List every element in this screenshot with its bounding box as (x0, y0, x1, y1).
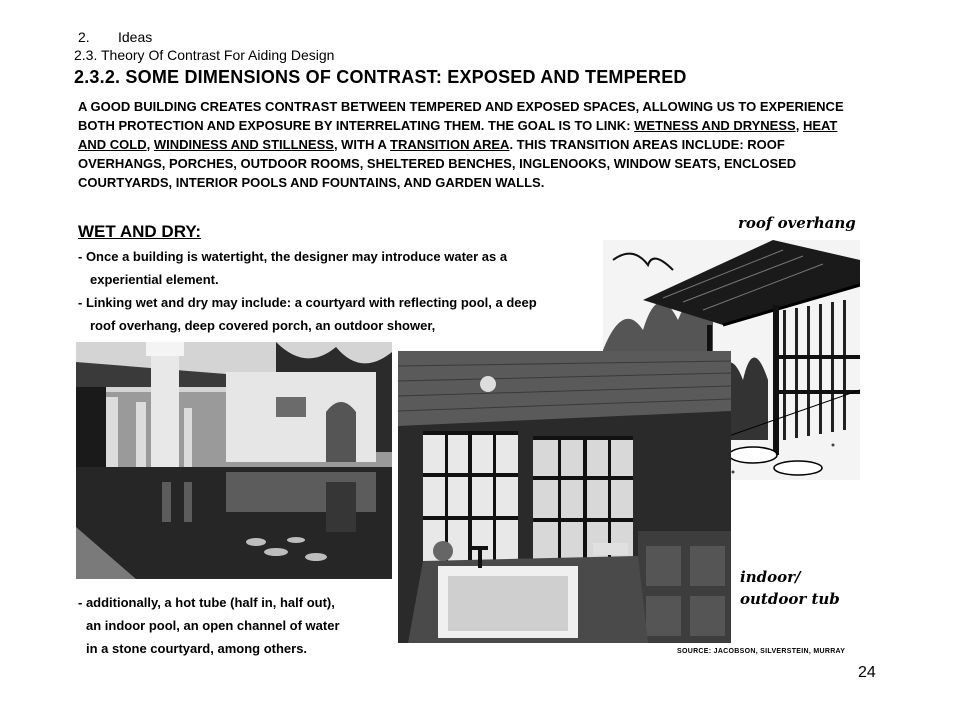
section-heading: WET AND DRY: (78, 222, 202, 241)
intro-link-windiness: WINDINESS AND STILLNESS (153, 137, 334, 152)
caption-indoor-outdoor-tub (740, 566, 840, 610)
breadcrumb-level1 (78, 29, 152, 45)
breadcrumb-level2: 2.3. Theory Of Contrast For Aiding Design (74, 47, 335, 63)
intro-sep-3: , WITH A (333, 137, 391, 152)
courtyard-pool-photo (76, 342, 392, 579)
bullet-line: experiential element. (90, 272, 219, 287)
indoor-tub-photo (398, 351, 731, 643)
bottom-bullet-line: - additionally, a hot tube (half in, half out), (78, 595, 335, 610)
breadcrumb-level1-text: Ideas (118, 29, 153, 45)
caption-roof-overhang: roof overhang (738, 214, 856, 232)
page-number: 24 (858, 664, 876, 681)
bottom-bullet-line: in a stone courtyard, among others. (86, 641, 308, 656)
bullet-line: - Linking wet and dry may include: a courtyard with reflecting pool, a deep (78, 295, 537, 310)
breadcrumb-level1-number: 2. (78, 29, 90, 45)
intro-sep-2: , (146, 137, 154, 152)
source-credit: SOURCE: JACOBSON, SILVERSTEIN, MURRAY (677, 648, 846, 655)
bullet-line: - Once a building is watertight, the designer may introduce water as a (78, 249, 508, 264)
intro-link-heat: HEAT AND COLD (78, 118, 838, 152)
caption-tub-line-1: indoor/ (740, 568, 801, 586)
bottom-bullet-line: an indoor pool, an open channel of water (86, 618, 340, 633)
page-title: 2.3.2. SOME DIMENSIONS OF CONTRAST: EXPOSED AND TEMPERED (74, 67, 687, 87)
intro-link-transition: TRANSITION AREA (390, 137, 510, 152)
intro-paragraph (78, 97, 858, 192)
caption-tub-line-2: outdoor tub (740, 590, 840, 608)
intro-sep-1: , (795, 118, 803, 133)
intro-text-1: A GOOD BUILDING CREATES CONTRAST BETWEEN TEMPERED AND EXPOSED SPACES, ALLOWING US TO EXPERIENCE BOTH PROTECTION AND EXPOSURE BY INTERRELATING THEM. THE GOAL IS TO LINK: (78, 99, 844, 133)
intro-text-2: . THIS TRANSITION AREAS INCLUDE: ROOF OVERHANGS, PORCHES, OUTDOOR ROOMS, SHELTERED BENCHES, INGLENOOKS, WINDOW SEATS, ENCLOSED COURTYARDS, INTERIOR POOLS AND FOUNTAINS, AND GARDEN WALLS. (78, 137, 797, 190)
bullet-line: roof overhang, deep covered porch, an outdoor shower, (90, 318, 436, 333)
intro-link-wetness: WETNESS AND DRYNESS (634, 118, 796, 133)
